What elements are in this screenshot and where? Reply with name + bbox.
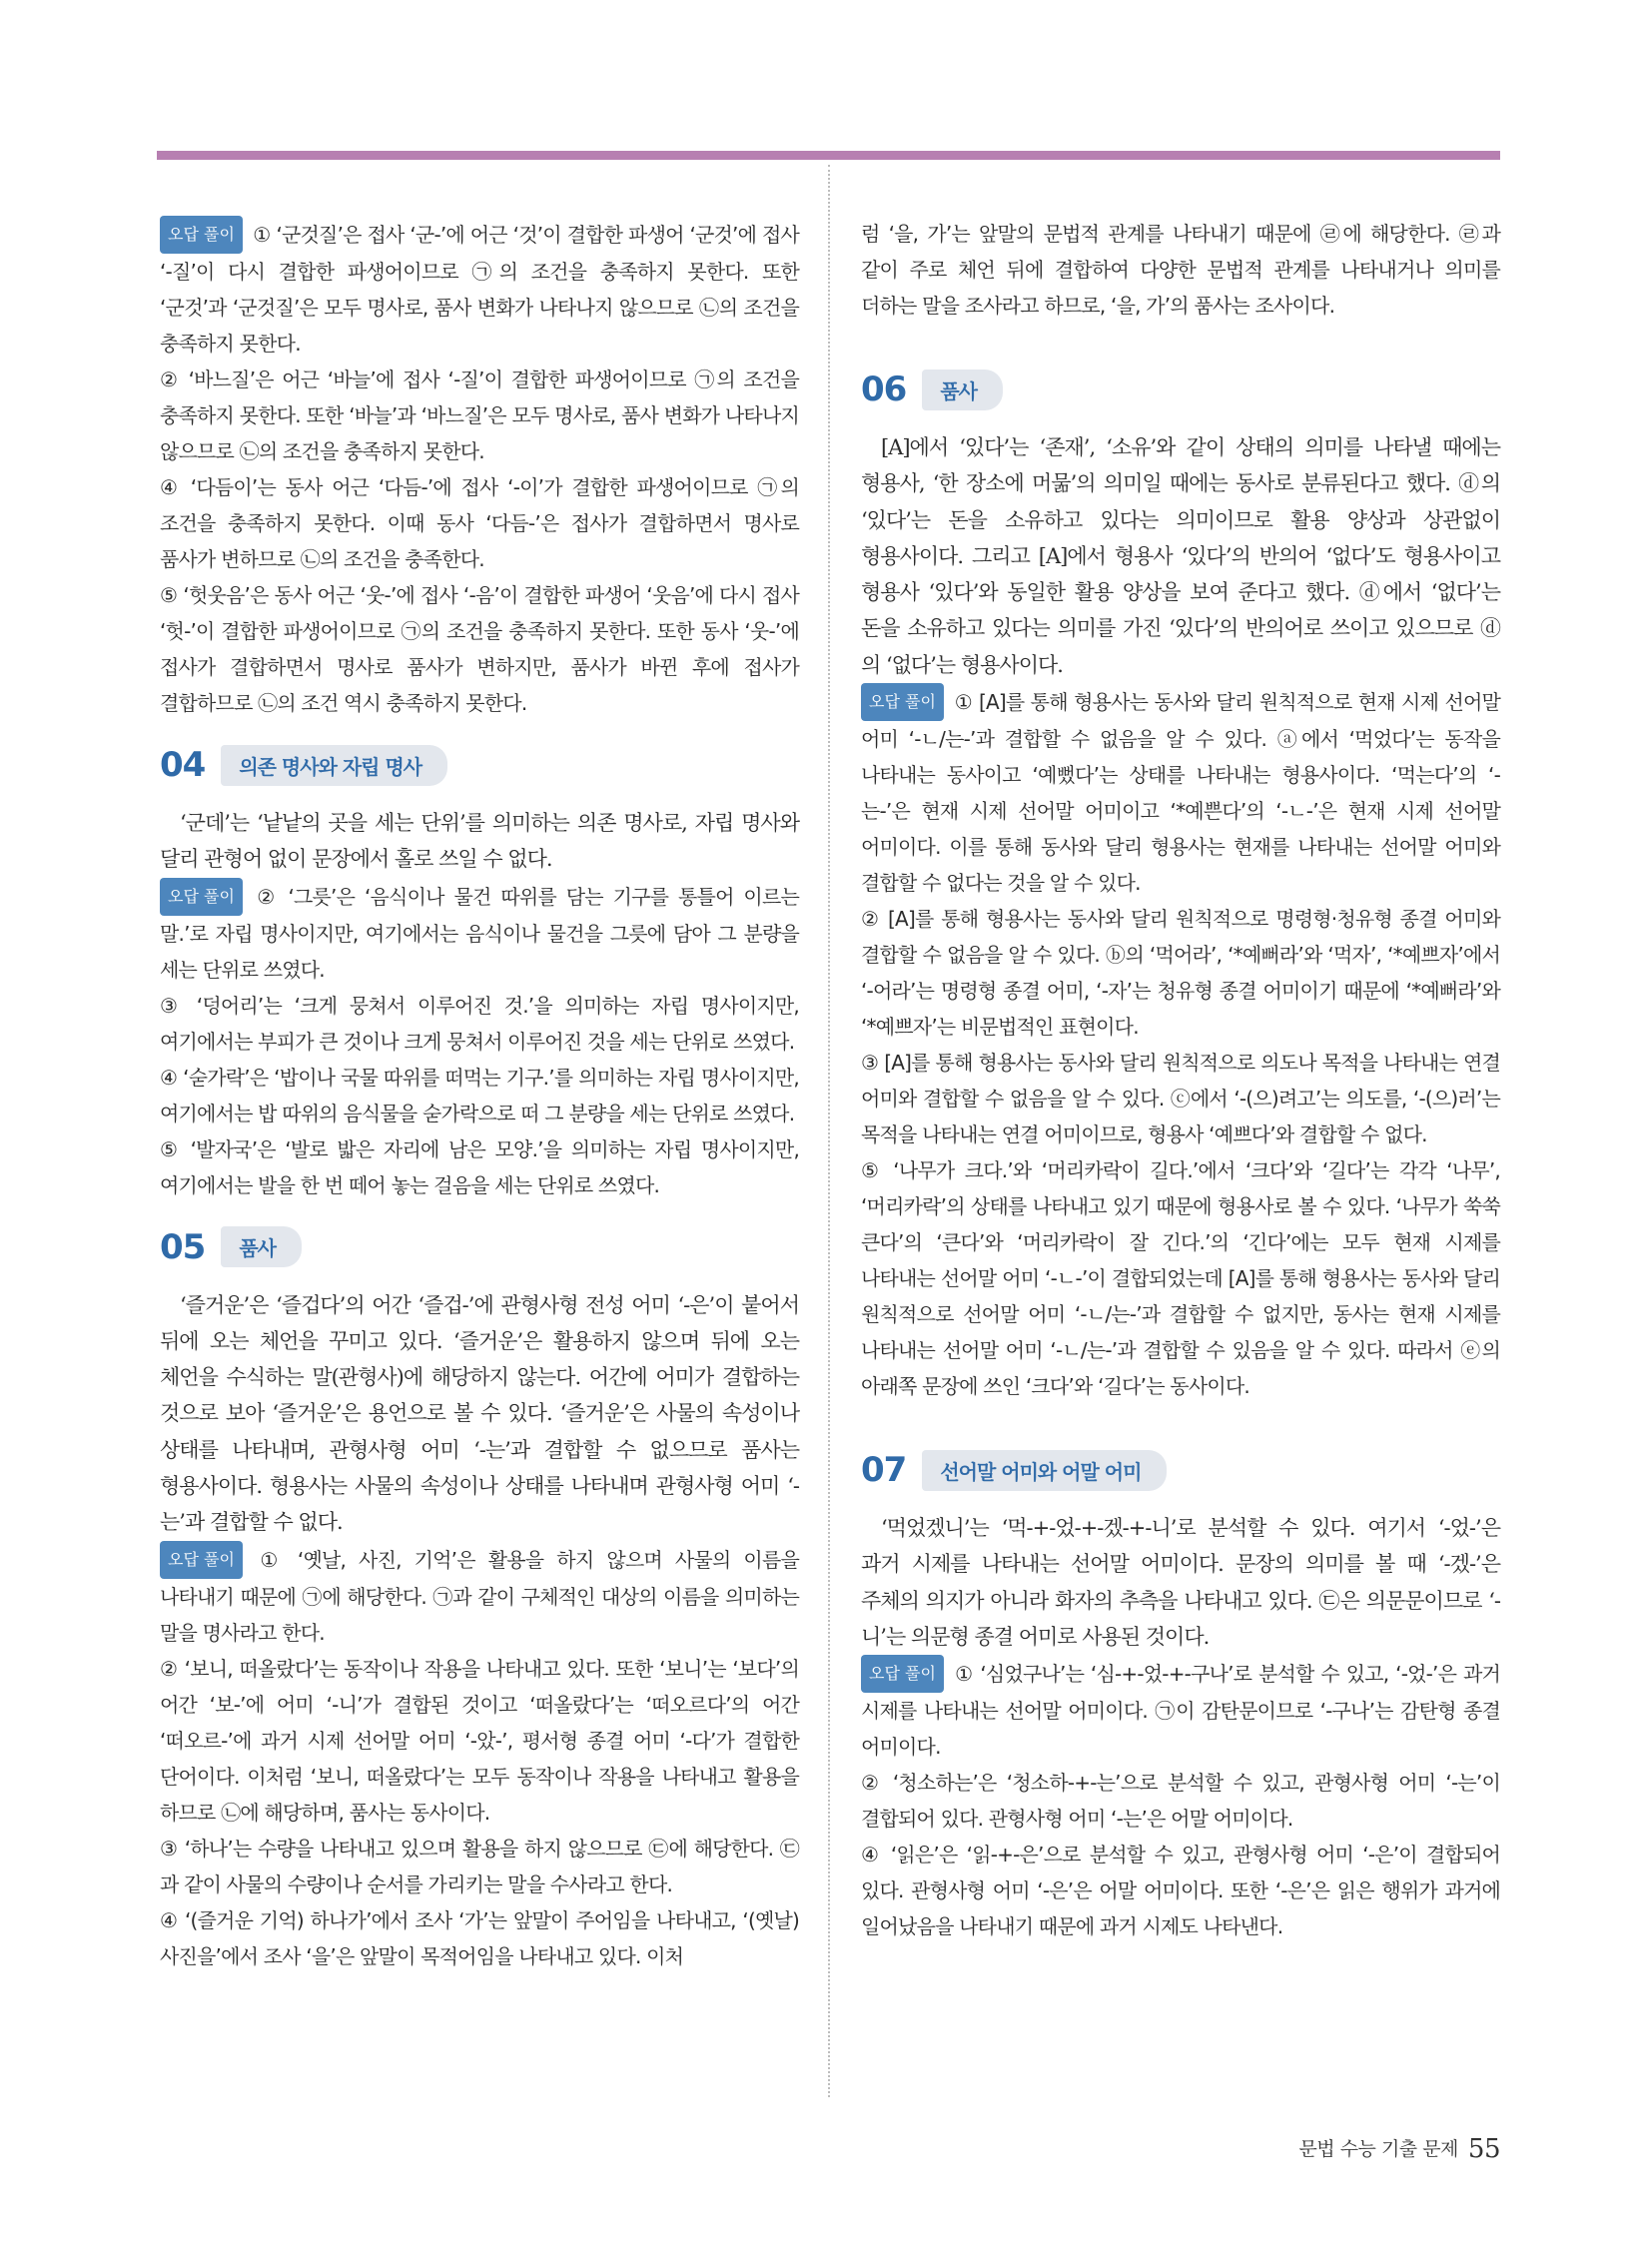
answer-explanation: ② ‘보니, 떠올랐다’는 동작이나 작용을 나타내고 있다. 또한 ‘보니’는 ‘보다’의 어간 ‘보-’에 어미 ‘-니’가 결합된 것이고 ‘떠올랐다’는 ‘떠오르다’의 어간 ‘떠오르-’에 과거 시제 선어말 어미 ‘-았-’, 평서형 종결 어미 ‘-다’가 결합한 단어이다. 이처럼 ‘보니, 떠올랐다’는 모두 동작이나 작용을 나타내고 활용을 하므로 ㉡에 해당하며, 품사는 동사이다. bbox=[160, 1656, 799, 1825]
section-title: 의존 명사와 자립 명사 bbox=[221, 745, 447, 786]
page-number: 55 bbox=[1467, 2134, 1500, 2164]
answer-explanation: ② [A]를 통해 형용사는 동사와 달리 원칙적으로 명령형·청유형 종결 어미와 결합할 수 없음을 알 수 있다. ⓑ의 ‘먹어라’, ‘*예뻐라’와 ‘먹자’, ‘*예쁘자’에서 ‘-어라’는 명령형 종결 어미, ‘-자’는 청유형 종결 어미이기 때문에 ‘*예뻐라’와 ‘*예쁘자’는 비문법적인 표현이다. bbox=[861, 907, 1500, 1040]
footer-label: 문법 수능 기출 문제 bbox=[1298, 2138, 1458, 2160]
answer-explanation: ③ [A]를 통해 형용사는 동사와 달리 원칙적으로 의도나 목적을 나타내는 연결 어미와 결합할 수 없음을 알 수 있다. ⓒ에서 ‘-(으)려고’는 의도를, ‘-(으)러’는 목적을 나타내는 연결 어미이므로, 형용사 ‘예쁘다’와 결합할 수 없다. bbox=[861, 1051, 1500, 1147]
section-body: [A]에서 ‘있다’는 ‘존재’, ‘소유’와 같이 상태의 의미를 나타낼 때에는 형용사, ‘한 장소에 머묾’의 의미일 때에는 동사로 분류된다고 했다. ⓓ의 ‘있다’는 돈을 소유하고 있다는 의미이므로 활용 양상과 상관없이 형용사이다. 그리고 [A]에서 형용사 ‘있다’의 반의어 ‘없다’도 형용사이고 형용사 ‘있다’와 동일한 활용 양상을 보여 준다고 했다. ⓓ에서 ‘없다’는 돈을 소유하고 있다는 의미를 가진 ‘있다’의 반의어로 쓰이고 있으므로 ⓓ의 ‘없다’는 형용사이다. bbox=[861, 435, 1500, 677]
top-accent-bar bbox=[157, 151, 1500, 160]
page-footer bbox=[1298, 2134, 1500, 2164]
answer-explanation: 오답 풀이 ① [A]를 통해 형용사는 동사와 달리 원칙적으로 현재 시제 선어말 어미 ‘-ㄴ/는-’과 결합할 수 없음을 알 수 있다. ⓐ에서 ‘먹었다’는 동작을 나타내는 동사이고 ‘예뻤다’는 상태를 나타내는 형용사이다. ‘먹는다’의 ‘-는-’은 현재 시제 선어말 어미이고 ‘*예쁜다’의 ‘-ㄴ-’은 현재 시제 선어말 어미이다. 이를 통해 동사와 달리 형용사는 현재를 나타내는 선어말 어미와 결합할 수 없다는 것을 알 수 있다. bbox=[861, 683, 1500, 901]
column-divider bbox=[828, 165, 830, 2097]
answer-explanation: 오답 풀이 ① ‘옛날, 사진, 기억’은 활용을 하지 않으며 사물의 이름을 나타내기 때문에 ㉠에 해당한다. ㉠과 같이 구체적인 대상의 이름을 의미하는 말을 명사라고 한다. bbox=[160, 1541, 799, 1651]
wrong-answer-badge: 오답 풀이 bbox=[160, 216, 243, 254]
right-column bbox=[861, 216, 1500, 1944]
answer-explanation: 오답 풀이 ② ‘그릇’은 ‘음식이나 물건 따위를 담는 기구를 통틀어 이르는 말.’로 자립 명사이지만, 여기에서는 음식이나 물건을 그릇에 담아 그 분량을 세는 단위로 쓰였다. bbox=[160, 878, 799, 988]
wrong-answer-badge: 오답 풀이 bbox=[861, 1655, 944, 1693]
answer-explanation: ④ ‘숟가락’은 ‘밥이나 국물 따위를 떠먹는 기구.’를 의미하는 자립 명사이지만, 여기에서는 밥 따위의 음식물을 숟가락으로 떠 그 분량을 세는 단위로 쓰였다. bbox=[160, 1065, 799, 1125]
section-title: 품사 bbox=[221, 1226, 302, 1267]
wrong-answer-badge: 오답 풀이 bbox=[160, 878, 243, 916]
section-title: 품사 bbox=[922, 370, 1003, 410]
section-header-04 bbox=[160, 743, 799, 787]
section-body: ‘즐거운’은 ‘즐겁다’의 어간 ‘즐겁-’에 관형사형 전성 어미 ‘-은’이 붙어서 뒤에 오는 체언을 꾸미고 있다. ‘즐거운’은 활용하지 않으며 뒤에 오는 체언을 수식하는 말(관형사)에 해당하지 않는다. 어간에 어미가 결합하는 것으로 보아 ‘즐거운’은 용언으로 볼 수 있다. ‘즐거운’은 사물의 속성이나 상태를 나타내며, 관형사형 어미 ‘-는’과 결합할 수 없으므로 품사는 형용사이다. 형용사는 사물의 속성이나 상태를 나타내며 관형사형 어미 ‘-는’과 결합할 수 없다. bbox=[160, 1292, 799, 1535]
answer-explanation: ④ ‘읽은’은 ‘읽-+-은’으로 분석할 수 있고, 관형사형 어미 ‘-은’이 결합되어 있다. 관형사형 어미 ‘-은’은 어말 어미이다. 또한 ‘-은’은 읽은 행위가 과거에 일어났음을 나타내기 때문에 과거 시제도 나타낸다. bbox=[861, 1843, 1500, 1939]
section-number: 07 bbox=[861, 1450, 907, 1491]
section-body: ‘먹었겠니’는 ‘먹-+-었-+-겠-+-니’로 분석할 수 있다. 여기서 ‘-었-’은 과거 시제를 나타내는 선어말 어미이다. 문장의 의미를 볼 때 ‘-겠-’은 주체의 의지가 아니라 화자의 추측을 나타내고 있다. ㉢은 의문문이므로 ‘-니’는 의문형 종결 어미로 사용된 것이다. bbox=[861, 1516, 1500, 1649]
answer-explanation: ⑤ ‘발자국’은 ‘발로 밟은 자리에 남은 모양.’을 의미하는 자립 명사이지만, 여기에서는 발을 한 번 떼어 놓는 걸음을 세는 단위로 쓰였다. bbox=[160, 1136, 799, 1197]
answer-explanation: ③ ‘하나’는 수량을 나타내고 있으며 활용을 하지 않으므로 ㉢에 해당한다. ㉢과 같이 사물의 수량이나 순서를 가리키는 말을 수사라고 한다. bbox=[160, 1836, 799, 1896]
section-number: 06 bbox=[861, 370, 907, 409]
answer-explanation: ⑤ ‘헛웃음’은 동사 어근 ‘웃-’에 접사 ‘-음’이 결합한 파생어 ‘웃음’에 다시 접사 ‘헛-’이 결합한 파생어이므로 ㉠의 조건을 충족하지 못한다. 또한 동사 ‘웃-’에 접사가 결합하면서 명사로 품사가 변하지만, 품사가 바뀐 후에 접사가 결합하므로 ㉡의 조건 역시 충족하지 못한다. bbox=[160, 583, 799, 715]
section-number: 05 bbox=[160, 1226, 206, 1267]
answer-explanation: 럼 ‘을, 가’는 앞말의 문법적 관계를 나타내기 때문에 ㉣에 해당한다. ㉣과 같이 주로 체언 뒤에 결합하여 다양한 문법적 관계를 나타내거나 의미를 더하는 말을 조사라고 하므로, ‘을, 가’의 품사는 조사이다. bbox=[861, 222, 1500, 318]
wrong-answer-badge: 오답 풀이 bbox=[861, 683, 944, 721]
wrong-answer-badge: 오답 풀이 bbox=[160, 1541, 243, 1579]
section-number: 04 bbox=[160, 745, 206, 785]
answer-explanation: ⑤ ‘나무가 크다.’와 ‘머리카락이 길다.’에서 ‘크다’와 ‘길다’는 각각 ‘나무’, ‘머리카락’의 상태를 나타내고 있기 때문에 형용사로 볼 수 있다. ‘나무가 쑥쑥 큰다’의 ‘큰다’와 ‘머리카락이 잘 긴다.’의 ‘긴다’에는 모두 현재 시제를 나타내는 선어말 어미 ‘-ㄴ-’이 결합되었는데 [A]를 통해 형용사는 동사와 달리 원칙적으로 선어말 어미 ‘-ㄴ/는-’과 결합할 수 없지만, 동사는 현재 시제를 나타내는 선어말 어미 ‘-ㄴ/는-’과 결합할 수 있음을 알 수 있다. 따라서 ⓔ의 아래쪽 문장에 쓰인 ‘크다’와 ‘길다’는 동사이다. bbox=[861, 1158, 1500, 1399]
section-header-06 bbox=[861, 368, 1500, 411]
answer-explanation: ② ‘바느질’은 어근 ‘바늘’에 접사 ‘-질’이 결합한 파생어이므로 ㉠의 조건을 충족하지 못한다. 또한 ‘바늘’과 ‘바느질’은 모두 명사로, 품사 변화가 나타나지 않으므로 ㉡의 조건을 충족하지 못한다. bbox=[160, 368, 799, 463]
answer-explanation: ② ‘청소하는’은 ‘청소하-+-는’으로 분석할 수 있고, 관형사형 어미 ‘-는’이 결합되어 있다. 관형사형 어미 ‘-는’은 어말 어미이다. bbox=[861, 1771, 1500, 1832]
answer-explanation: 오답 풀이 ① ‘군것질’은 접사 ‘군-’에 어근 ‘것’이 결합한 파생어 ‘군것’에 접사 ‘-질’이 다시 결합한 파생어이므로 ㉠의 조건을 충족하지 못한다. 또한 ‘군것’과 ‘군것질’은 모두 명사로, 품사 변화가 나타나지 않으므로 ㉡의 조건을 충족하지 못한다. bbox=[160, 216, 799, 362]
section-header-05 bbox=[160, 1225, 799, 1269]
section-title: 선어말 어미와 어말 어미 bbox=[922, 1450, 1167, 1491]
left-column bbox=[160, 216, 799, 1974]
answer-explanation: ④ ‘다듬이’는 동사 어근 ‘다듬-’에 접사 ‘-이’가 결합한 파생어이므로 ㉠의 조건을 충족하지 못한다. 이때 동사 ‘다듬-’은 접사가 결합하면서 명사로 품사가 변하므로 ㉡의 조건을 충족한다. bbox=[160, 475, 799, 571]
answer-explanation: ③ ‘덩어리’는 ‘크게 뭉쳐서 이루어진 것.’을 의미하는 자립 명사이지만, 여기에서는 부피가 큰 것이나 크게 뭉쳐서 이루어진 것을 세는 단위로 쓰였다. bbox=[160, 993, 799, 1054]
answer-explanation: 오답 풀이 ① ‘심었구나’는 ‘심-+-었-+-구나’로 분석할 수 있고, ‘-었-’은 과거 시제를 나타내는 선어말 어미이다. ㉠이 감탄문이므로 ‘-구나’는 감탄형 종결 어미이다. bbox=[861, 1655, 1500, 1765]
section-body: ‘군데’는 ‘낱낱의 곳을 세는 단위’를 의미하는 의존 명사로, 자립 명사와 달리 관형어 없이 문장에서 홀로 쓰일 수 없다. bbox=[160, 811, 799, 872]
answer-explanation: ④ ‘(즐거운 기억) 하나가’에서 조사 ‘가’는 앞말이 주어임을 나타내고, ‘(옛날) 사진을’에서 조사 ‘을’은 앞말이 목적어임을 나타내고 있다. 이처 bbox=[160, 1907, 799, 1968]
section-header-07 bbox=[861, 1448, 1500, 1492]
